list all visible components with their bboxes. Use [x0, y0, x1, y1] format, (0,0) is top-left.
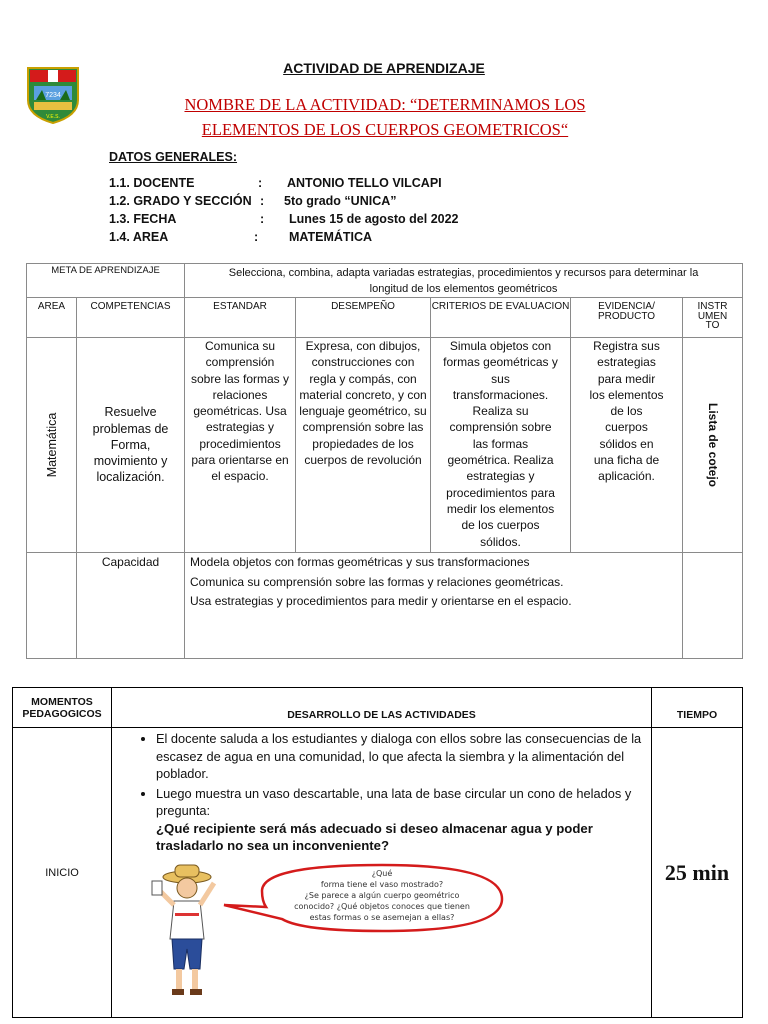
- capacidad-item: Comunica su comprensión sobre las formas y relaciones geométricas.: [190, 574, 564, 589]
- empty-cell: [683, 553, 743, 659]
- header-estandar: ESTANDAR: [185, 298, 296, 338]
- header-area: AREA: [27, 298, 77, 338]
- tiempo-value: 25 min: [652, 728, 743, 1018]
- svg-text:V.E.S.: V.E.S.: [46, 114, 60, 120]
- svg-text:conocido? ¿Qué objetos conoces: conocido? ¿Qué objetos conoces que tienen: [294, 901, 470, 911]
- desempeno-cell: [296, 338, 431, 553]
- datos-value: Lunes 15 de agosto del 2022: [289, 212, 459, 226]
- header-evidencia: EVIDENCIA/ PRODUCTO: [571, 298, 683, 338]
- datos-row-docente: [109, 176, 509, 192]
- datos-row-area: [109, 230, 509, 246]
- datos-colon: :: [260, 212, 265, 226]
- header-instrumento: INSTR UMEN TO: [683, 298, 743, 338]
- meta-label: META DE APRENDIZAJE: [27, 264, 185, 298]
- competencia-value: Resuelve problemas de Forma, movimiento y localización.: [92, 405, 169, 485]
- activity-item: • El docente saluda a los estudiantes y dialoga con ellos sobre las consecuencias de la escasez de agua en una comunidad, lo que afecta la siembra y la alimentación del poblador.: [156, 730, 649, 783]
- svg-text:7234: 7234: [45, 92, 61, 99]
- instrumento-value: Lista de cotejo: [705, 402, 720, 488]
- activity-list: [112, 728, 651, 855]
- activity-name: [160, 92, 610, 142]
- header-desarrollo: DESARROLLO DE LAS ACTIVIDADES: [112, 688, 652, 728]
- momento-inicio: INICIO: [13, 728, 112, 1018]
- datos-key: 1.1. DOCENTE: [109, 176, 195, 190]
- datos-colon: :: [258, 176, 263, 190]
- capacidades-cell: [185, 553, 683, 659]
- header-competencias: COMPETENCIAS: [77, 298, 185, 338]
- estandar-cell: [185, 338, 296, 553]
- datos-key: 1.4. AREA: [109, 230, 169, 244]
- area-value: Matemática: [44, 412, 59, 478]
- instrumento-cell: [683, 338, 743, 553]
- empty-cell: [27, 553, 77, 659]
- datos-key: 1.3. FECHA: [109, 212, 177, 226]
- datos-colon: :: [260, 194, 265, 208]
- datos-colon: :: [254, 230, 259, 244]
- meta-line2: longitud de los elementos geométricos: [369, 283, 558, 295]
- datos-value: MATEMÁTICA: [289, 230, 373, 244]
- datos-generales-title: DATOS GENERALES:: [109, 150, 238, 164]
- datos-row-fecha: [109, 212, 509, 228]
- svg-text:¿Se parece a algún cuerpo geom: ¿Se parece a algún cuerpo geométrico: [304, 890, 460, 900]
- meta-text: [185, 264, 743, 298]
- estandar-value: Comunica su comprensión sobre las formas y relaciones geométricas. Usa estrategias y procedimientos para orientarse en el espacio.: [190, 339, 290, 484]
- svg-text:forma tiene el vaso mostrado?: forma tiene el vaso mostrado?: [320, 879, 444, 889]
- activity-item: [156, 785, 649, 855]
- activity-name-line2: ELEMENTOS DE LOS CUERPOS GEOMETRICOS“: [201, 120, 569, 139]
- svg-text:¿Qué: ¿Qué: [371, 868, 393, 878]
- header-criterios: CRITERIOS DE EVALUACION: [431, 298, 571, 338]
- desempeno-value: Expresa, con dibujos, construcciones con regla y compás, con material concreto, y con lenguaje geométrico, su comprensión sobre las propiedades de los cuerpos de revolución: [299, 339, 427, 468]
- criterios-cell: [431, 338, 571, 553]
- teacher-illustration: [142, 861, 542, 1009]
- planning-table: [26, 263, 743, 659]
- meta-line1: Selecciona, combina, adapta variadas estrategias, procedimientos y recursos para determinar la: [228, 267, 699, 279]
- header-desempeno: DESEMPEÑO: [296, 298, 431, 338]
- evidencia-cell: [571, 338, 683, 553]
- header-momentos: MOMENTOS PEDAGOGICOS: [13, 688, 112, 728]
- capacidad-label: Capacidad: [77, 553, 185, 659]
- datos-key: 1.2. GRADO Y SECCIÓN: [109, 194, 252, 208]
- datos-value: ANTONIO TELLO VILCAPI: [287, 176, 442, 190]
- header-tiempo: TIEMPO: [652, 688, 743, 728]
- datos-value: 5to grado “UNICA”: [284, 194, 397, 208]
- desarrollo-cell: [112, 728, 652, 1018]
- document-title: ACTIVIDAD DE APRENDIZAJE: [283, 60, 485, 76]
- capacidad-item: Modela objetos con formas geométricas y sus transformaciones: [190, 555, 530, 569]
- evidencia-value: Registra sus estrategias para medir los elementos de los cuerpos sólidos en una ficha de aplicación.: [589, 339, 664, 484]
- activity-name-line1: NOMBRE DE LA ACTIVIDAD: “DETERMINAMOS LOS: [184, 95, 586, 114]
- area-cell: [27, 338, 77, 553]
- activity-question: ¿Qué recipiente será más adecuado si deseo almacenar agua y poder trasladarlo no sea un inconveniente?: [156, 820, 593, 853]
- criterios-value: Simula objetos con formas geométricas y sus transformaciones. Realiza su comprensión sobre las formas geométrica. Realiza estrategias y procedimientos para medir los elementos de los cuerpos sólidos.: [443, 339, 558, 549]
- datos-row-grado: [109, 194, 509, 210]
- competencia-cell: [77, 338, 185, 553]
- activity-item-text: Luego muestra un vaso descartable, una lata de base circular un cono de helados y pregunta:: [156, 785, 632, 818]
- sequence-table: [12, 687, 743, 1018]
- svg-text:estas formas o se asemejan a e: estas formas o se asemejan a ellas?: [309, 912, 455, 922]
- illustration: [112, 857, 651, 1005]
- capacidad-item: Usa estrategias y procedimientos para medir y orientarse en el espacio.: [190, 594, 572, 608]
